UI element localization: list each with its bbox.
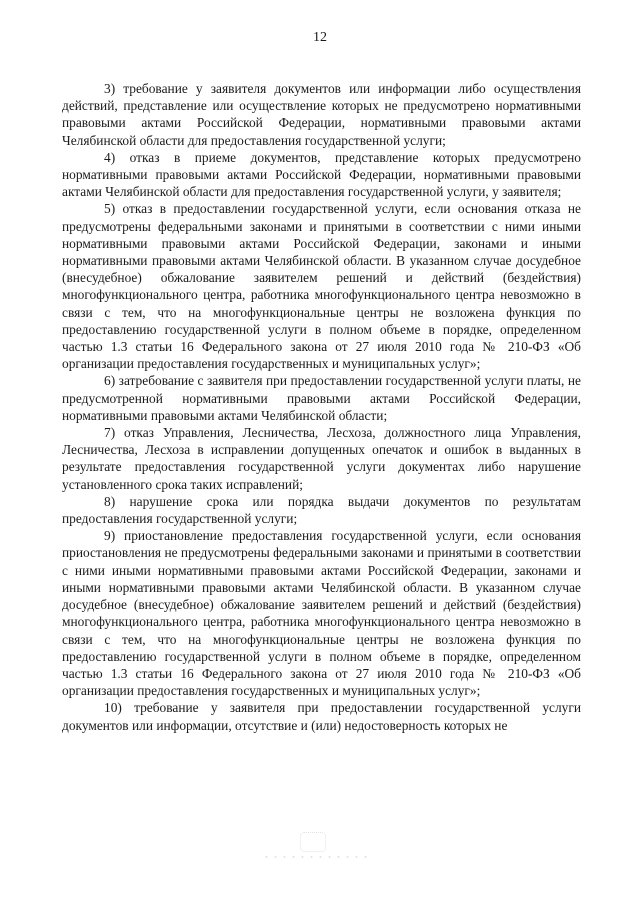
page-number: 12: [313, 30, 327, 45]
paragraph-item-7: 7) отказ Управления, Лесничества, Лесхоза, должностного лица Управления, Лесничества, Лесхоза в исправлении допущенных опечаток и ошибок в выданных в результате предоставления государственной услуги документах либо нарушение установленного срока таких исправлений;: [62, 425, 581, 492]
paragraph-item-6: 6) затребование с заявителя при предоставлении государственной услуги платы, не предусмотренной нормативными правовыми актами Российской Федерации, нормативными правовыми актами Челябинской области;: [62, 373, 581, 423]
paragraph-item-8: 8) нарушение срока или порядка выдачи документов по результатам предоставления государственной услуги;: [62, 493, 581, 527]
paragraph-item-3: 3) требование у заявителя документов или информации либо осуществления действий, представление или осуществление которых не предусмотрено нормативными правовыми актами Российской Федерации, нормативными правовыми актами Челябинской области для предоставления государственной услуги;: [62, 81, 581, 148]
paragraph-item-9: 9) приостановление предоставления государственной услуги, если основания приостановления не предусмотрены федеральными законами и принятыми в соответствии с ними иными нормативными правовыми актами Российской Федерации, законами и иными нормативными правовыми актами Челябинской области. В указанном случае досудебное (внесудебное) обжалование заявителем решений и действий (бездействия) многофункционального центра, работника многофункционального центра невозможно в связи с тем, что на многофункциональные центры не возложена функция по предоставлению государственной услуги в полном объеме в порядке, определенном частью 1.3 статьи 16 Федерального закона от 27 июля 2010 года № 210-ФЗ «Об организации предоставления государственных и муниципальных услуг»;: [62, 528, 581, 699]
paragraph-item-10: 10) требование у заявителя при предоставлении государственной услуги документов или информации, отсутствие и (или) недостоверность которых не: [62, 700, 581, 733]
paragraph-item-5: 5) отказ в предоставлении государственной услуги, если основания отказа не предусмотрены федеральными законами и принятыми в соответствии с ними иными нормативными правовыми актами Российской Федерации, законами и иными нормативными правовыми актами Челябинской области. В указанном случае досудебное (внесудебное) обжалование заявителем решений и действий (бездействия) многофункционального центра, работника многофункционального центра невозможно в связи с тем, что на многофункциональные центры не возложена функция по предоставлению государственной услуги в полном объеме в порядке, определенном частью 1.3 статьи 16 Федерального закона от 27 июля 2010 года № 210-ФЗ «Об организации предоставления государственных и муниципальных услуг»;: [62, 201, 581, 372]
paragraph-item-4: 4) отказ в приеме документов, представление которых предусмотрено нормативными правовыми актами Российской Федерации, нормативными правовыми актами Челябинской области для предоставления государственной услуги, у заявителя;: [62, 149, 581, 200]
faint-stamp-mark: [300, 832, 326, 852]
faint-stamp-dots: [262, 853, 372, 861]
document-body: [62, 80, 581, 734]
